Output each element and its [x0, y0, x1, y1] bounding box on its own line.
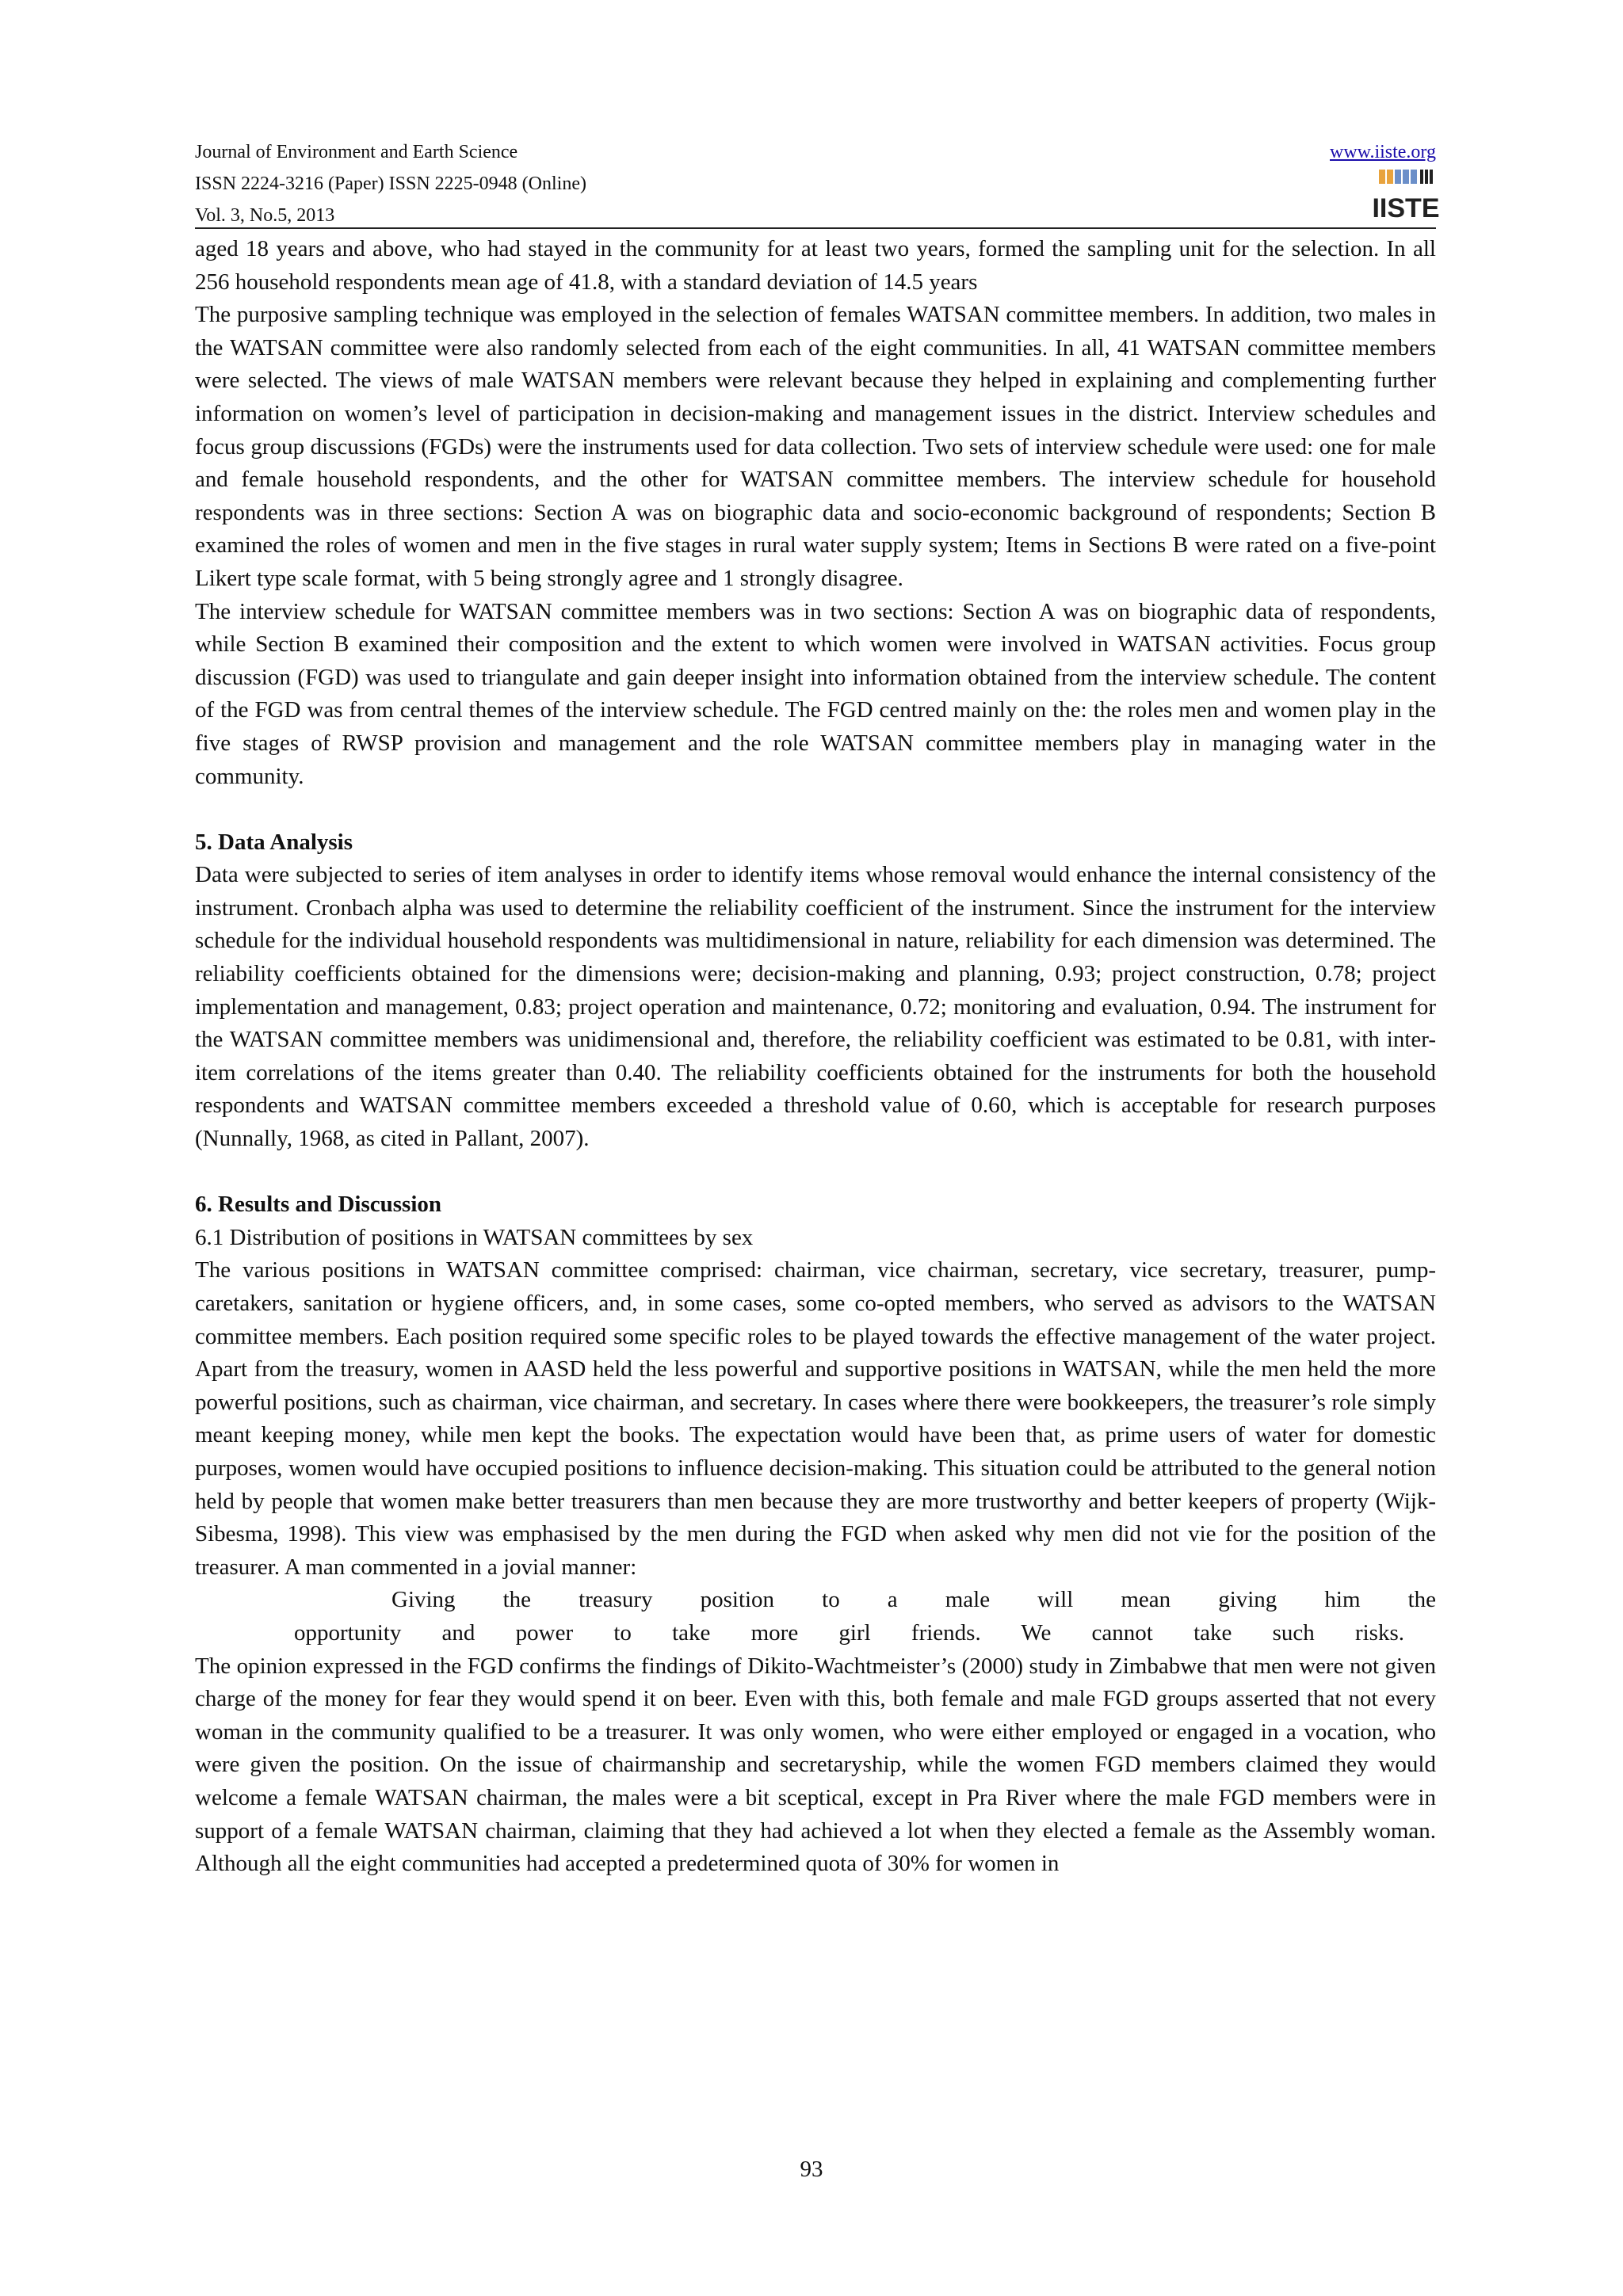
paragraph-data-analysis: Data were subjected to series of item analyses in order to identify items whose removal would enhance the internal consistency of the instrument. Cronbach alpha was used to determine the reliability coefficient of the instrument. Since the instrument for the interview schedule for the individual household respondents was multidimensional in nature, reliability for each dimension was determined. The reliability coefficients obtained for the dimensions were; decision-making and planning, 0.93; project construction, 0.78; project implementation and management, 0.83; project operation and maintenance, 0.72; monitoring and evaluation, 0.94. The instrument for the WATSAN committee members was unidimensional and, therefore, the reliability coefficient was estimated to be 0.81, with inter-item correlations of the items greater than 0.40. The reliability coefficients obtained for the instruments for both the household respondents and WATSAN committee members exceeded a threshold value of 0.60, which is acceptable for research purposes (Nunnally, 1968, as cited in Pallant, 2007).: [195, 862, 1436, 1152]
journal-volume: Vol. 3, No.5, 2013: [195, 205, 335, 226]
quote-line-2: opportunity and power to take more girl friends. We cannot take such risks.: [294, 1619, 1404, 1646]
iiste-logo: [1372, 168, 1440, 223]
svg-text:IISTE: IISTE: [1372, 193, 1440, 223]
article-body: [195, 233, 1436, 1881]
journal-issn: ISSN 2224-3216 (Paper) ISSN 2225-0948 (Online): [195, 174, 586, 194]
paragraph-sampling-unit: aged 18 years and above, who had stayed in the community for at least two years, formed the sampling unit for the selection. In all 256 household respondents mean age of 41.8, with a standard deviation of 14.5 years: [195, 236, 1436, 295]
running-header: [195, 136, 1440, 226]
quote-line-1: Giving the treasury position to a male will mean giving him the: [391, 1587, 1436, 1613]
journal-title: Journal of Environment and Earth Science: [195, 142, 518, 162]
journal-url-link[interactable]: www.iiste.org: [1330, 142, 1436, 162]
spacer: [195, 793, 1436, 826]
section-heading-results: 6. Results and Discussion: [195, 1192, 442, 1218]
header-divider: [195, 227, 1436, 229]
paragraph-positions: The various positions in WATSAN committee comprised: chairman, vice chairman, secretary, vice secretary, treasurer, pump-caretakers, sanitation or hygiene officers, and, in some cases, some co-opted members, who served as advisors to the WATSAN committee members. Each position required some specific roles to be played towards the effective management of the water project. Apart from the treasury, women in AASD held the less powerful and supportive positions in WATSAN, while the men held the more powerful positions, such as chairman, vice chairman, and secretary. In cases where there were bookkeepers, the treasurer’s role simply meant keeping money, while men kept the books. The expectation would have been that, as prime users of water for domestic purposes, women would have occupied positions to influence decision-making. This situation could be attributed to the general notion held by people that women make better treasurers than men because they are more trustworthy and better keepers of property (Wijk-Sibesma, 1998). This view was emphasised by the men during the FGD when asked why men did not vie for the position of the treasurer. A man commented in a jovial manner:: [195, 1257, 1436, 1580]
spacer: [195, 1156, 1436, 1189]
section-heading-data-analysis: 5. Data Analysis: [195, 829, 353, 855]
subsection-heading-positions: 6.1 Distribution of positions in WATSAN committees by sex: [195, 1224, 754, 1250]
journal-info: [195, 136, 586, 231]
paragraph-watsan-schedule: The interview schedule for WATSAN committee members was in two sections: Section A was on biographic data of respondents, while Section B examined their composition and the extent to which women were involved in WATSAN activities. Focus group discussion (FGD) was used to triangulate and gain deeper insight into information obtained from the interview schedule. The content of the FGD was from central themes of the interview schedule. The FGD centred mainly on the: the roles men and women play in the five stages of RWSP provision and management and the role WATSAN committee members play in managing water in the community.: [195, 598, 1436, 789]
paragraph-purposive-sampling: The purposive sampling technique was employed in the selection of females WATSAN committee members. In addition, two males in the WATSAN committee were also randomly selected from each of the eight communities. In all, 41 WATSAN committee members were selected. The views of male WATSAN members were relevant because they helped in explaining and complementing further information on women’s level of participation in decision-making and management issues in the district. Interview schedules and focus group discussions (FGDs) were the instruments used for data collection. Two sets of interview schedule were used: one for male and female household respondents, and the other for WATSAN committee members. The interview schedule for household respondents was in three sections: Section A was on biographic data and socio-economic background of respondents; Section B examined the roles of women and men in the five stages in rural water supply system; Items in Sections B were rated on a five-point Likert type scale format, with 5 being strongly agree and 1 strongly disagree.: [195, 302, 1436, 591]
paragraph-fgd-opinion: The opinion expressed in the FGD confirms the findings of Dikito-Wachtmeister’s (2000) study in Zimbabwe that men were not given charge of the money for fear they would spend it on beer. Even with this, both female and male FGD groups asserted that not every woman in the community qualified to be a treasurer. It was only women, who were either employed or engaged in a vocation, who were given the position. On the issue of chairmanship and secretaryship, while the women FGD members claimed they would welcome a female WATSAN chairman, the males were a bit sceptical, except in Pra River where the male FGD members were in support of a female WATSAN chairman, claiming that they had achieved a lot when they elected a female as the Assembly woman. Although all the eight communities had accepted a predetermined quota of 30% for women in: [195, 1653, 1436, 1877]
page-number: 93: [800, 2157, 823, 2182]
